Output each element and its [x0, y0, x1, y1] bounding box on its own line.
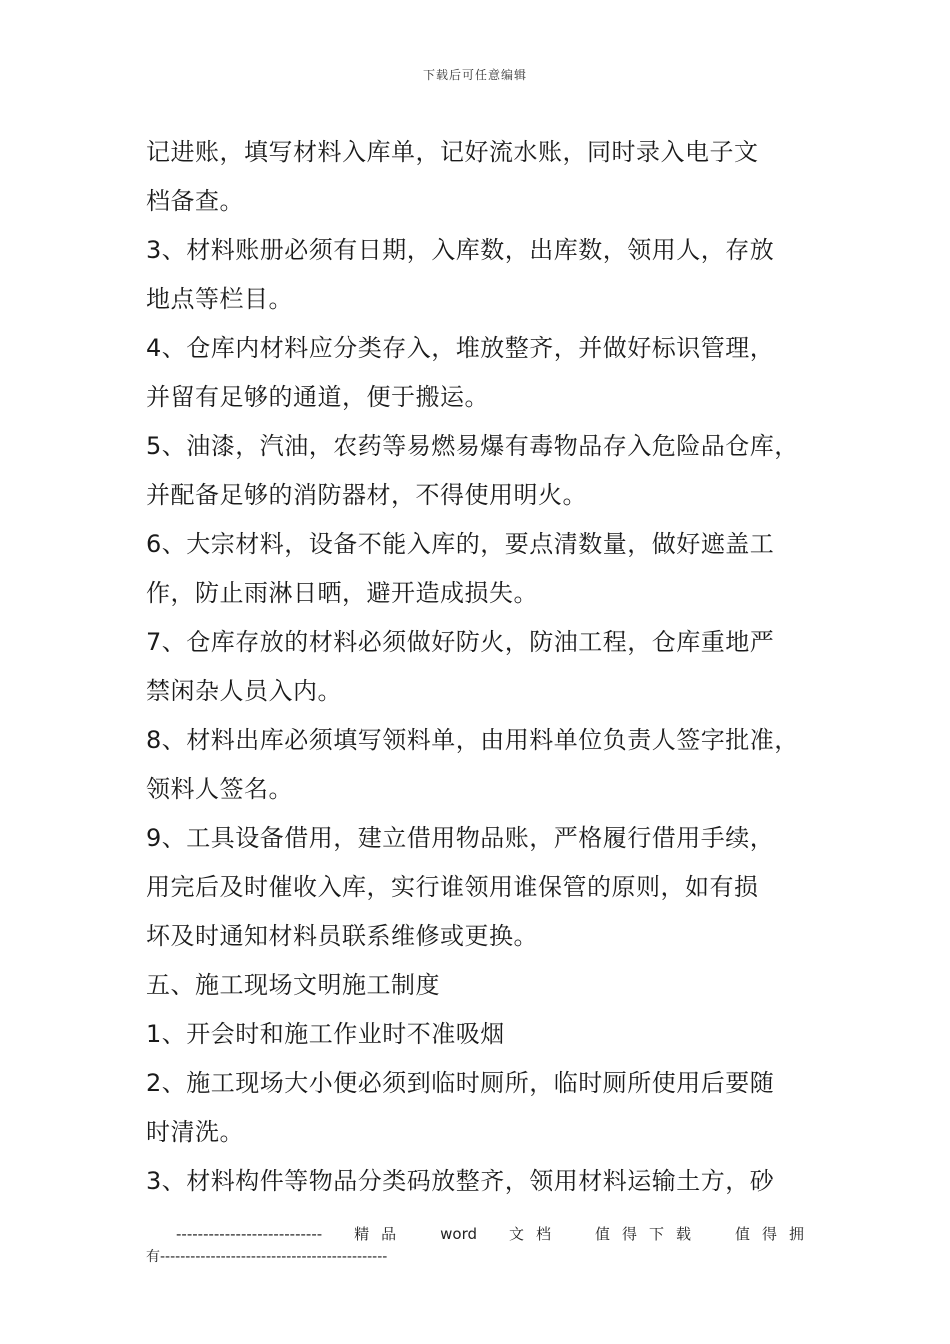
body-line: 1、开会时和施工作业时不准吸烟: [146, 1020, 505, 1048]
body-line: 并留有足够的通道，便于搬运。: [146, 383, 489, 411]
footer-line-2: 有---------------------------------------------: [146, 1249, 388, 1265]
body-line: 3、材料账册必须有日期，入库数，出库数，领用人，存放: [146, 236, 775, 264]
body-line: 8、材料出库必须填写领料单，由用料单位负责人签字批准，: [146, 726, 799, 754]
body-line: 领料人签名。: [146, 775, 293, 803]
footer-dashes: ---------------------------: [176, 1225, 323, 1243]
body-line: 并配备足够的消防器材，不得使用明火。: [146, 481, 587, 509]
body-line: 时清洗。: [146, 1118, 244, 1146]
body-line: 7、仓库存放的材料必须做好防火，防油工程，仓库重地严: [146, 628, 775, 656]
body-line: 2、施工现场大小便必须到临时厕所，临时厕所使用后要随: [146, 1069, 775, 1097]
footer-word: 文档: [508, 1225, 563, 1243]
section-heading: 五、施工现场文明施工制度: [146, 971, 440, 999]
page-footer: [146, 1222, 816, 1268]
body-line: 4、仓库内材料应分类存入，堆放整齐，并做好标识管理，: [146, 334, 775, 362]
footer-word: 值得拥: [734, 1225, 816, 1243]
body-line: 用完后及时催收入库，实行谁领用谁保管的原则，如有损: [146, 873, 759, 901]
body-line: 档备查。: [146, 187, 244, 215]
footer-word: 精品: [354, 1225, 409, 1243]
footer-word: word: [440, 1225, 477, 1243]
body-line: 5、油漆，汽油，农药等易燃易爆有毒物品存入危险品仓库，: [146, 432, 799, 460]
footer-word: 值得下载: [594, 1225, 703, 1243]
document-body: [146, 128, 836, 1206]
body-line: 6、大宗材料，设备不能入库的，要点清数量，做好遮盖工: [146, 530, 775, 558]
body-line: 坏及时通知材料员联系维修或更换。: [146, 922, 538, 950]
body-line: 地点等栏目。: [146, 285, 293, 313]
page-header: 下载后可任意编辑: [422, 68, 527, 82]
body-line: 禁闲杂人员入内。: [146, 677, 342, 705]
body-line: 作，防止雨淋日晒，避开造成损失。: [146, 579, 538, 607]
body-line: 9、工具设备借用，建立借用物品账，严格履行借用手续，: [146, 824, 775, 852]
footer-line-1: [146, 1222, 816, 1246]
body-line: 3、材料构件等物品分类码放整齐，领用材料运输土方，砂: [146, 1167, 775, 1195]
body-line: 记进账，填写材料入库单，记好流水账，同时录入电子文: [146, 138, 759, 166]
